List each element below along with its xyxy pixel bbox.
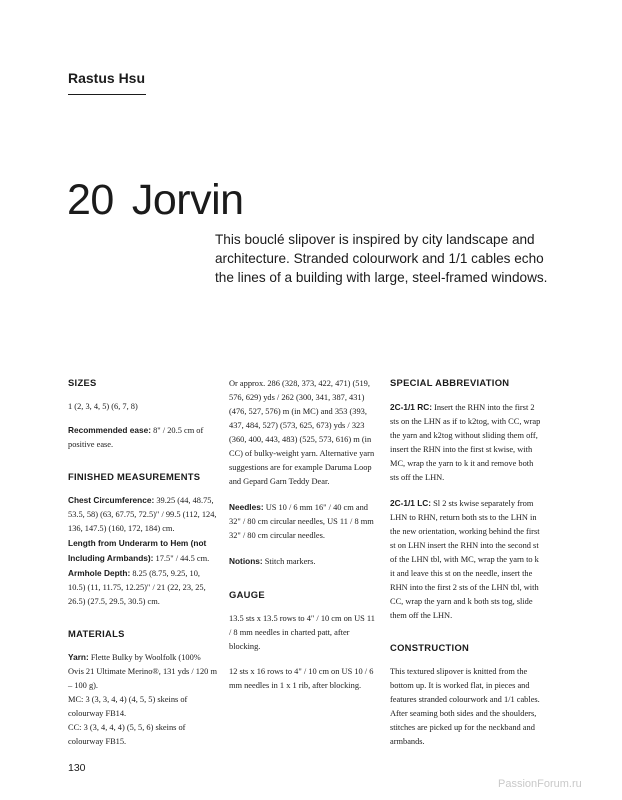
lc-label: 2C-1/1 LC: bbox=[390, 498, 432, 508]
intro-paragraph: This bouclé slipover is inspired by city landscape and architecture. Stranded colourwork and 1/1 cables echo the lines of a building with large, steel-framed windows. bbox=[215, 231, 548, 285]
ease-text: 8" / 20.5 cm of positive ease. bbox=[68, 426, 204, 449]
watermark: PassionForum.ru bbox=[498, 778, 582, 790]
yarn-info bbox=[68, 650, 218, 693]
abbrev-2c-lc bbox=[390, 496, 542, 623]
materials-heading: MATERIALS bbox=[68, 628, 125, 639]
abbrev-2c-rc bbox=[390, 400, 542, 485]
needles-text: US 10 / 6 mm 16" / 40 cm and 32" / 80 cm circular needles, US 11 / 8 mm 32" / 80 cm circular needles. bbox=[229, 503, 374, 540]
length-label: Length from Underarm to Hem (not Including Armbands): bbox=[68, 538, 207, 563]
gauge-heading: GAUGE bbox=[229, 589, 265, 600]
armhole-text: 8.25 (8.75, 9.25, 10, 10.5) (11, 11.75, 12.25)" / 21 (22, 23, 25, 26.5) (27.5, 29.5, 30.5) cm. bbox=[68, 569, 206, 606]
yarn-approx-amounts: Or approx. 286 (328, 373, 422, 471) (519, 576, 629) yds / 262 (300, 341, 387, 431) (476, 527, 576) m (in MC) and 353 (393, 437, 484, 527) (573, 625, 673) yds / 323 (360, 400, 443, 483) (525, 573, 616) m (in CC) of bulky-weight yarn. Alternative yarn suggestions are for example Daruma Loop and Gepard Garn Teddy Dear. bbox=[229, 379, 375, 486]
rc-label: 2C-1/1 RC: bbox=[390, 402, 432, 412]
page-number: 130 bbox=[68, 762, 86, 774]
length-text: 17.5" / 44.5 cm. bbox=[153, 554, 210, 563]
pattern-name: Jorvin bbox=[131, 175, 244, 224]
notions-label: Notions: bbox=[229, 556, 263, 566]
construction-text: This textured slipover is knitted from the bottom up. It is worked flat, in pieces and features stranded colourwork and 1/1 cables. After seaming both sides and the shoulders, stitches are picked up for the neckband and armbands. bbox=[390, 667, 540, 746]
sizes-list: 1 (2, 3, 4, 5) (6, 7, 8) bbox=[68, 402, 138, 411]
author-name: Rastus Hsu bbox=[68, 70, 146, 95]
armhole-label: Armhole Depth: bbox=[68, 568, 131, 578]
chest-label: Chest Circumference: bbox=[68, 495, 155, 505]
finished-measurements-heading: FINISHED MEASUREMENTS bbox=[68, 471, 201, 482]
column-middle bbox=[229, 377, 379, 693]
armhole-depth bbox=[68, 566, 218, 609]
column-right bbox=[390, 377, 542, 749]
column-left bbox=[68, 377, 218, 749]
gauge-rib: 12 sts x 16 rows to 4" / 10 cm on US 10 / 6 mm needles in 1 x 1 rib, after blocking. bbox=[229, 667, 374, 690]
gauge-charted: 13.5 sts x 13.5 rows to 4" / 10 cm on US 11 / 8 mm needles in charted patt, after blocking. bbox=[229, 614, 375, 651]
needles-label: Needles: bbox=[229, 502, 264, 512]
special-abbreviation-heading: SPECIAL ABBREVIATION bbox=[390, 377, 510, 388]
mc-skeins: MC: 3 (3, 3, 4, 4) (4, 5, 5) skeins of colourway FB14. bbox=[68, 695, 188, 718]
needles-info bbox=[229, 500, 379, 543]
sizes-heading: SIZES bbox=[68, 377, 97, 388]
notions-text: Stitch markers. bbox=[262, 557, 316, 566]
pattern-title bbox=[67, 175, 244, 224]
yarn-text: Flette Bulky by Woolfolk (100% Ovis 21 Ultimate Merino®, 131 yds / 120 m – 100 g). bbox=[68, 653, 217, 690]
recommended-ease bbox=[68, 423, 218, 452]
pattern-number: 20 bbox=[67, 175, 114, 224]
lc-text: Sl 2 sts kwise separately from LHN to RHN, return both sts to the LHN in the new orientation, working behind the first st on LHN insert the RHN into the second st of the LHN tbl, with MC, wrap the yarn to k it and leave this st on the needle, insert the RHN into the first 2 sts of the LHN tbl, with CC, wrap the yarn and k both sts tog, slide them off the LHN. bbox=[390, 499, 540, 620]
chest-circumference bbox=[68, 493, 218, 536]
cc-skeins: CC: 3 (3, 4, 4, 4) (5, 5, 6) skeins of colourway FB15. bbox=[68, 723, 186, 746]
notions-info bbox=[229, 554, 379, 569]
length-underarm-hem bbox=[68, 536, 218, 566]
ease-label: Recommended ease: bbox=[68, 425, 152, 435]
yarn-label: Yarn: bbox=[68, 652, 89, 662]
rc-text: Insert the RHN into the first 2 sts on the LHN as if to k2tog, with CC, wrap the yarn and k2tog without sliding them off, insert the RHN into the first st kwise, with MC, wrap the yarn to k it and remove both sts off the LHN. bbox=[390, 403, 541, 482]
chest-text: 39.25 (44, 48.75, 53.5, 58) (63, 67.75, 72.5)" / 99.5 (112, 124, 136, 147.5) (160, 172, 184) cm. bbox=[68, 496, 217, 533]
construction-heading: CONSTRUCTION bbox=[390, 642, 470, 653]
